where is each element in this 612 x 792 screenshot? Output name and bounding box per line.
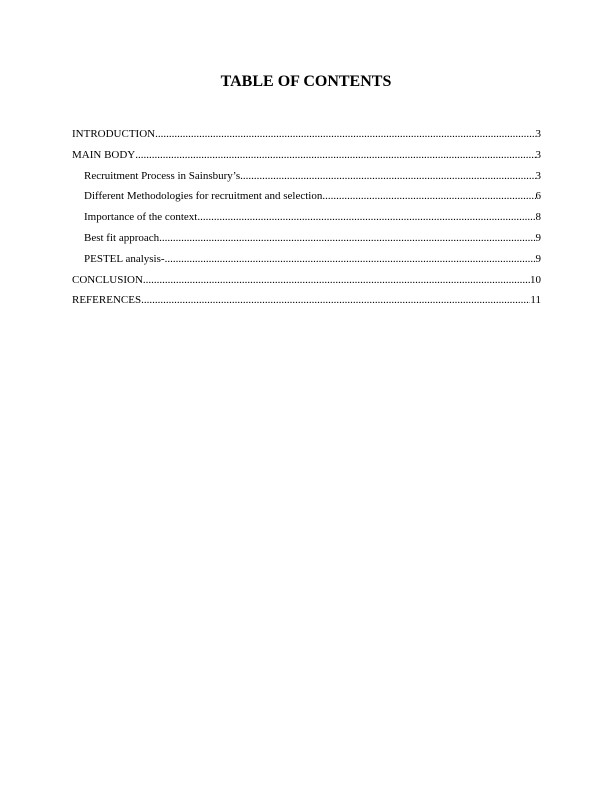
toc-entry-pestel-analysis[interactable] [72, 251, 541, 272]
toc-entry-page: 3 [535, 169, 541, 182]
toc-list [72, 126, 541, 313]
toc-entry-label: Recruitment Process in Sainsbury’s [84, 169, 241, 182]
toc-dot-leader [159, 230, 535, 246]
toc-entry-introduction[interactable] [72, 126, 541, 147]
toc-title: TABLE OF CONTENTS [220, 73, 392, 90]
toc-entry-references[interactable] [72, 292, 541, 313]
toc-dot-leader [135, 147, 535, 163]
toc-dot-leader [197, 209, 535, 225]
toc-entry-main-body[interactable] [72, 147, 541, 168]
toc-entry-label: Different Methodologies for recruitment and selection [84, 190, 323, 203]
toc-entry-page: 10 [530, 273, 541, 286]
toc-entry-page: 3 [535, 148, 541, 161]
toc-entry-label: Best fit approach [84, 231, 160, 244]
toc-entry-page: 6 [535, 190, 541, 203]
toc-dot-leader [155, 126, 535, 142]
toc-entry-page: 11 [530, 294, 541, 307]
toc-entry-label: Importance of the context [84, 211, 198, 224]
toc-dot-leader [240, 168, 535, 184]
toc-entry-importance-of-context[interactable] [72, 209, 541, 230]
toc-entry-conclusion[interactable] [72, 272, 541, 293]
toc-entry-page: 9 [535, 231, 541, 244]
toc-entry-page: 8 [535, 211, 541, 224]
toc-entry-label: PESTEL analysis- [84, 252, 165, 265]
toc-dot-leader [143, 272, 530, 288]
toc-dot-leader [322, 188, 535, 204]
toc-dot-leader [165, 251, 536, 267]
toc-entry-page: 9 [535, 252, 541, 265]
toc-entry-recruitment-process[interactable] [72, 168, 541, 189]
toc-entry-label: MAIN BODY [72, 148, 136, 161]
toc-entry-label: CONCLUSION [72, 273, 143, 286]
toc-entry-different-methodologies[interactable] [72, 188, 541, 209]
toc-entry-page: 3 [535, 128, 541, 140]
toc-entry-label: REFERENCES [72, 294, 142, 307]
toc-entry-label: INTRODUCTION [72, 128, 156, 140]
toc-dot-leader [141, 292, 530, 308]
toc-entry-best-fit-approach[interactable] [72, 230, 541, 251]
